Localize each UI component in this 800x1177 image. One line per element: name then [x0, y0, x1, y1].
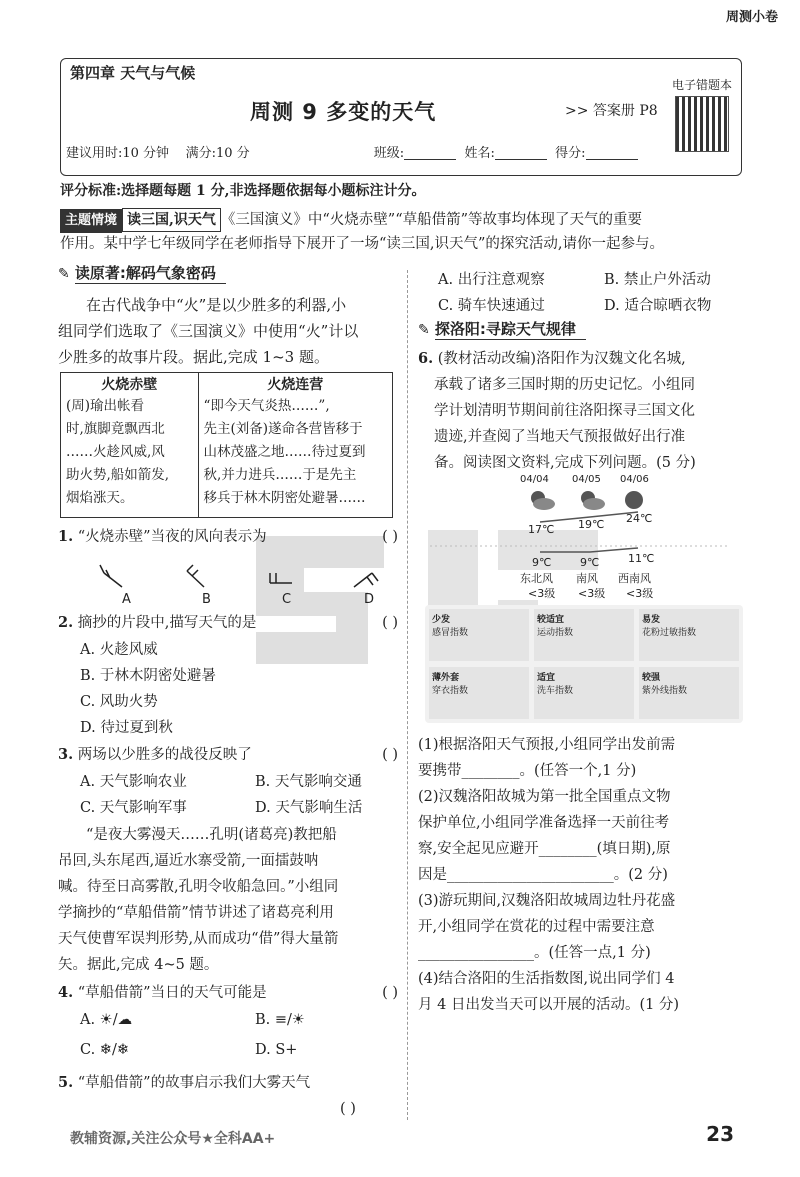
- q4-option-a[interactable]: [80, 1012, 132, 1028]
- story-line: 天气使曹军误判形势,从而成功“借”得大量箭: [58, 931, 339, 947]
- subq-line: (3)游玩期间,汉魏洛阳故城周边牡丹花盛: [418, 893, 676, 909]
- index-value: 少发: [432, 615, 451, 625]
- score-field[interactable]: [586, 148, 638, 160]
- wind-c-icon: [270, 573, 292, 583]
- q-text: 两场以少胜多的战役反映了: [77, 747, 252, 763]
- subq-line: 开,小组同学在赏花的过程中需要注意: [418, 919, 655, 935]
- excerpt-line: 烟焰涨天。: [66, 490, 134, 506]
- answer-paren[interactable]: ( ): [382, 529, 398, 545]
- section1: [58, 262, 398, 284]
- sun-to-cloudy-icon: ☀/☁: [99, 1012, 133, 1028]
- q6-line: 遗迹,并查阅了当地天气预报做好出行准: [434, 429, 686, 445]
- q6-line: 承载了诸多三国时期的历史记忆。小组同: [434, 377, 695, 393]
- wind-symbols: [92, 555, 392, 605]
- section2-heading: 探洛阳:寻踪天气规律: [435, 318, 586, 340]
- q3-option-d[interactable]: D. 天气影响生活: [255, 800, 363, 816]
- option-letter: B.: [255, 1012, 271, 1028]
- excerpt-line: 助火势,船如箭发,: [66, 467, 170, 483]
- q2-option-b[interactable]: B. 于林木阴密处避暑: [80, 668, 216, 684]
- sun-icon: [625, 491, 643, 509]
- pencil-icon: ✎: [58, 266, 70, 282]
- fog-to-sun-icon: ≡/☀: [274, 1012, 305, 1028]
- q-number: 4.: [58, 984, 74, 1001]
- life-index-panel: [425, 605, 743, 723]
- meta-row: [66, 142, 666, 161]
- weather-icons: [531, 491, 643, 510]
- wind-label: A: [122, 592, 131, 605]
- excerpt-table: [60, 372, 393, 518]
- answer-paren[interactable]: ( ): [382, 985, 398, 1001]
- q6-line: 备。阅读图文资料,完成下列问题。(5 分): [434, 455, 696, 471]
- index-pollen: [639, 609, 739, 661]
- story-line: “是夜大雾漫天……孔明(诸葛亮)教把船: [86, 827, 337, 843]
- chapter-label: 第四章 天气与气候: [70, 64, 196, 82]
- index-value: 适宜: [537, 673, 556, 683]
- excerpt-right-title: 火烧连营: [267, 377, 324, 393]
- wind-b-icon: [187, 565, 204, 587]
- weather-forecast: [420, 470, 740, 600]
- wind-label: C: [282, 592, 292, 605]
- full-score: 满分:10 分: [185, 146, 250, 161]
- high-temp: 19℃: [578, 518, 605, 531]
- q4-option-c[interactable]: [80, 1042, 129, 1058]
- index-carwash: [534, 667, 634, 719]
- wind-direction: 东北风: [520, 572, 553, 585]
- page-title: 周测 9 多变的天气: [250, 100, 437, 124]
- subq-line[interactable]: 要携带________。(任答一个,1 分): [418, 763, 637, 779]
- excerpt-line: 山林茂盛之地……待过夏到: [203, 444, 366, 460]
- option-letter: A.: [80, 1012, 96, 1028]
- q5-option-b[interactable]: B. 禁止户外活动: [604, 272, 711, 288]
- subq-line[interactable]: ________________。(任答一点,1 分): [418, 945, 651, 961]
- q4-option-d[interactable]: [255, 1042, 297, 1058]
- cloud-icon: [533, 498, 555, 510]
- q6-line: 学计划清明节期间前往洛阳探寻三国文化: [434, 403, 695, 419]
- high-temp: 24℃: [626, 512, 653, 525]
- q2-option-a[interactable]: A. 火趁风威: [80, 642, 158, 658]
- low-temp: 11℃: [628, 552, 655, 565]
- index-label: 洗车指数: [537, 686, 574, 696]
- section1-heading: 读原著:解码气象密码: [75, 262, 226, 284]
- para-line: 组同学们选取了《三国演义》中使用“火”计以: [58, 322, 359, 340]
- section1-para: [58, 292, 398, 370]
- q3-option-c[interactable]: C. 天气影响军事: [80, 800, 187, 816]
- low-temp: 9℃: [580, 556, 600, 569]
- index-label: 运动指数: [537, 628, 574, 638]
- wind-a-icon: [100, 565, 122, 587]
- cloud-icon: [583, 498, 605, 510]
- wind-level: <3级: [578, 587, 606, 600]
- subq-line: (2)汉魏洛阳故城为第一批全国重点文物: [418, 789, 671, 805]
- index-value: 薄外套: [432, 673, 460, 683]
- qr-code-icon[interactable]: [675, 96, 729, 152]
- story-line: 吊回,头东尾西,逼近水寨受箭,一面擂鼓呐: [58, 853, 319, 869]
- excerpt-right: [198, 373, 392, 517]
- index-value: 较强: [642, 673, 661, 683]
- index-label: 穿衣指数: [432, 686, 469, 696]
- question-6: [418, 346, 748, 476]
- low-temp-line: [540, 548, 638, 552]
- question-1: [58, 526, 398, 548]
- story-line: 矢。据此,完成 4~5 题。: [58, 957, 219, 973]
- q-text: 摘抄的片段中,描写天气的是: [77, 615, 257, 631]
- question-4: [58, 982, 398, 1004]
- excerpt-line: 时,旗脚竟飘西北: [66, 421, 165, 437]
- q4-option-b[interactable]: [255, 1012, 305, 1028]
- answer-paren[interactable]: ( ): [340, 1101, 356, 1117]
- excerpt-line: ……火趁风威,风: [66, 444, 165, 460]
- q5-option-d[interactable]: D. 适合晾晒衣物: [604, 298, 712, 314]
- intro-block: [60, 208, 750, 255]
- forecast-date: 04/05: [572, 474, 601, 485]
- column-divider: [407, 270, 408, 1120]
- page-number: 23: [706, 1122, 734, 1146]
- question-3: [58, 744, 398, 766]
- sandstorm-icon: S+: [275, 1042, 298, 1058]
- index-cold: [429, 609, 529, 661]
- q5-option-a[interactable]: A. 出行注意观察: [438, 272, 545, 288]
- scoring-criteria: 评分标准:选择题每题 1 分,非选择题依据每小题标注计分。: [60, 183, 426, 199]
- section2: [418, 318, 748, 340]
- excerpt-line: 移兵于林木阴密处避暑……: [203, 490, 366, 506]
- theme-subtag: 读三国,识天气: [122, 208, 221, 232]
- q-text: “草船借箭”的故事启示我们大雾天气: [77, 1075, 311, 1091]
- subq-line[interactable]: 因是_______________________。(2 分): [418, 867, 668, 883]
- ebook-label: 电子错题本: [672, 78, 733, 92]
- forecast-date: 04/04: [520, 474, 549, 485]
- index-value: 较适宜: [537, 615, 565, 625]
- subq-line: 保护单位,小组同学准备选择一天前往考: [418, 815, 670, 831]
- q2-option-c[interactable]: C. 风助火势: [80, 694, 158, 710]
- q-number: 3.: [58, 746, 74, 763]
- wind-level: <3级: [626, 587, 654, 600]
- wind-label: B: [202, 592, 211, 605]
- para-line: 在古代战争中“火”是以少胜多的利器,小: [86, 296, 347, 314]
- index-dress: [429, 667, 529, 719]
- intro-text-2: 作用。某中学七年级同学在老师指导下展开了一场“读三国,识天气”的探究活动,请你一起参与。: [60, 236, 665, 252]
- excerpt-line: 先主(刘备)遂命各营皆移于: [203, 421, 363, 437]
- class-field[interactable]: [404, 148, 456, 160]
- q-number: 6.: [418, 350, 434, 367]
- story-line: 喊。待至日高雾散,孔明令收船急回。”小组同: [58, 879, 339, 895]
- para-line: 少胜多的故事片段。据此,完成 1~3 题。: [58, 348, 329, 366]
- q-number: 2.: [58, 614, 74, 631]
- q5-option-c[interactable]: C. 骑车快速通过: [438, 298, 545, 314]
- q3-option-b[interactable]: B. 天气影响交通: [255, 774, 362, 790]
- forecast-date: 04/06: [620, 474, 649, 485]
- intro-text-1: 《三国演义》中“火烧赤壁”“草船借箭”等故事均体现了天气的重要: [220, 212, 643, 228]
- index-sport: [534, 609, 634, 661]
- top-tag: 周测小卷: [725, 10, 778, 25]
- wind-direction: 西南风: [618, 572, 651, 585]
- name-field[interactable]: [495, 148, 547, 160]
- wind-d-icon: [354, 573, 378, 587]
- story-line: 学摘抄的“草船借箭”情节讲述了诸葛亮利用: [58, 905, 334, 921]
- excerpt-line: (周)瑜出帐看: [66, 398, 145, 414]
- subq-line[interactable]: 察,安全起见应避开________(填日期),原: [418, 841, 671, 857]
- index-uv: [639, 667, 739, 719]
- option-letter: C.: [80, 1042, 96, 1058]
- q2-option-d[interactable]: D. 待过夏到秋: [80, 720, 173, 736]
- excerpt-line: “即今天气炎热……”,: [203, 398, 330, 414]
- wind-label: D: [364, 592, 375, 605]
- q-text: “草船借箭”当日的天气可能是: [77, 985, 267, 1001]
- footer-note: 教辅资源,关注公众号★全科AA+: [70, 1131, 276, 1147]
- theme-tag: 主题情境: [60, 209, 122, 233]
- subq-line: (4)结合洛阳的生活指数图,说出同学们 4: [418, 971, 675, 987]
- subquestions: [418, 732, 748, 1018]
- excerpt-left: [61, 373, 198, 517]
- answer-reference: >> 答案册 P8: [565, 103, 658, 119]
- score-label: 得分:: [555, 146, 586, 161]
- name-label: 姓名:: [464, 146, 495, 161]
- q-text: “火烧赤壁”当夜的风向表示为: [77, 529, 267, 545]
- answer-paren[interactable]: ( ): [382, 615, 398, 631]
- q6-line: (教材活动改编)洛阳作为汉魏文化名城,: [437, 351, 686, 367]
- index-label: 花粉过敏指数: [642, 628, 697, 638]
- pencil-icon: ✎: [418, 322, 430, 338]
- subq-line[interactable]: 月 4 日出发当天可以开展的活动。(1 分): [418, 997, 680, 1013]
- question-5: [58, 1072, 398, 1094]
- index-label: 感冒指数: [432, 628, 469, 638]
- index-label: 紫外线指数: [642, 686, 688, 696]
- suggested-time: 建议用时:10 分钟: [66, 146, 170, 161]
- index-value: 易发: [642, 615, 661, 625]
- snow-icon: ❄/❄: [99, 1042, 129, 1058]
- high-temp: 17℃: [528, 523, 555, 536]
- subq-line: (1)根据洛阳天气预报,小组同学出发前需: [418, 737, 676, 753]
- q-number: 1.: [58, 528, 74, 545]
- q3-option-a[interactable]: A. 天气影响农业: [80, 774, 187, 790]
- wind-direction: 南风: [576, 572, 598, 585]
- wind-level: <3级: [528, 587, 556, 600]
- excerpt-line: 秋,并力进兵……于是先主: [203, 467, 357, 483]
- answer-paren[interactable]: ( ): [382, 747, 398, 763]
- option-letter: D.: [255, 1042, 271, 1058]
- question-2: [58, 612, 398, 634]
- class-label: 班级:: [373, 146, 405, 161]
- excerpt-left-title: 火烧赤壁: [101, 377, 158, 393]
- low-temp: 9℃: [532, 556, 552, 569]
- q-number: 5.: [58, 1074, 74, 1091]
- story-block: [58, 822, 398, 978]
